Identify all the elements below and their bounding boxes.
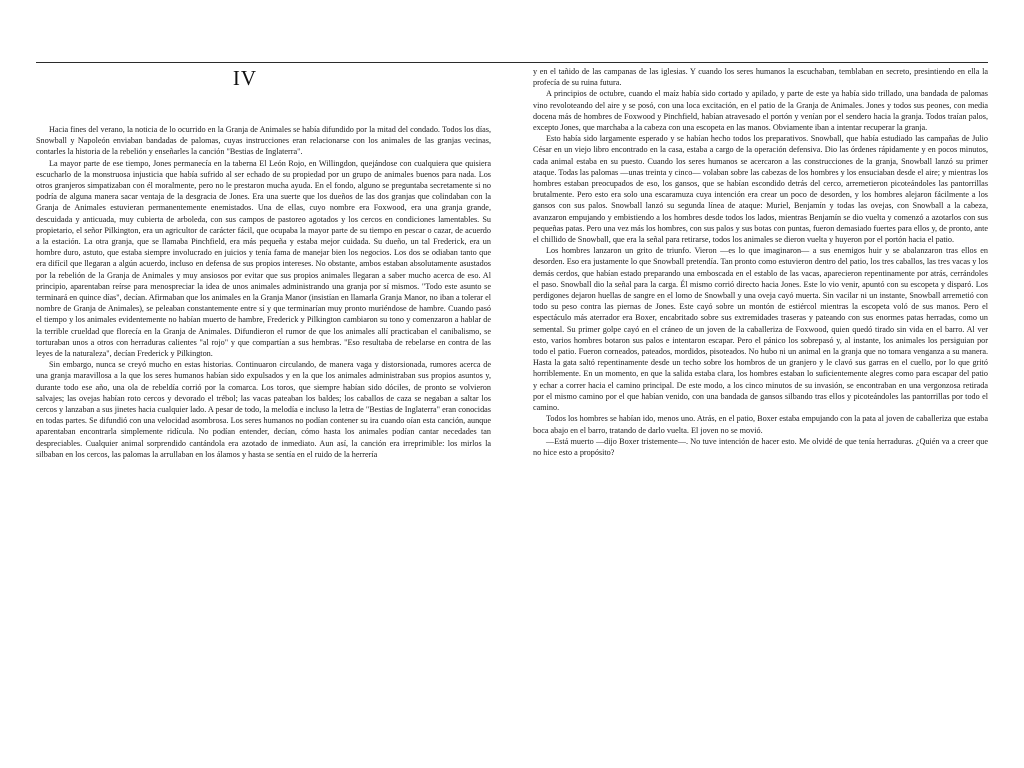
chapter-heading: IV: [232, 66, 258, 90]
paragraph: A principios de octubre, cuando el maíz había sido cortado y apilado, y parte de este ya había sido trillado, una bandada de palomas vino revoloteando del aire y se posó, con una loca excitación, en el patio de la Granja de Animales. Jones y todos sus peones, con media docena más de hombres de Foxwood y Pinchfield, habían atravesado el portón y venían por el sendero hacia la granja. Todos traían palos, excepto Jones, que marchaba a la cabeza con una escopeta en las manos. Obviamente iban a intentar recuperar la granja.: [533, 89, 988, 133]
paragraph: Los hombres lanzaron un grito de triunfo. Vieron —es lo que imaginaron— a sus enemigos huir y se abalanzaron tras ellos en desorden. Eso era justamente lo que Snowball pretendía. Tan pronto como estuvieron dentro del patio, los tres caballos, las tres vacas y los demás cerdos, que habían estado preparando una emboscada en el establo de las vacas, aparecieron repentinamente por atrás, cerrándoles el paso. Snowball dio la señal para la carga. Él mismo corrió directo hacia Jones. Este lo vio venir, apuntó con su escopeta y disparó. Los perdigones dejaron huellas de sangre en el lomo de Snowball y una oveja cayó muerta. Sin vacilar ni un instante, Snowball arremetió con todo su peso contra las piernas de Jones. Este cayó sobre un montón de estiércol mientras la escopeta voló de sus manos. Pero el espectáculo más aterrador era Boxer, encabritado sobre sus extremidades traseras y pateando con sus enormes patas herradas, como un semental. Su primer golpe cayó en el cráneo de un joven de la caballeriza de Foxwood, quien quedó tirado sin vida en el barro. Al ver esto, varios hombres botaron sus palos e intentaron escapar. Pero el pánico los sobrepasó y, al instante, los animales los persiguian por todo el patio. Fueron corneados, pateados, mordidos, pisoteados. No hubo ni un animal en la granja que no tomara venganza a su manera. Hasta la gata saltó repentinamente desde un techo sobre los hombros de un granjero y le clavó sus garras en el cuello, por lo que gritó horriblemente. En un momento, en que la salida estaba clara, los hombres estaban lo suficientemente alegres como para escapar del patio y echar a correr hacia el camino principal. De este modo, a los cinco minutos de su invasión, se encontraban en una vergonzosa retirada por el mismo camino por el que habían venido, con una bandada de gansos silbando tras ellos y picoteándoles las pantorrillas por todo el camino.: [533, 246, 988, 413]
paragraph: Esto había sido largamente esperado y se habían hecho todos los preparativos. Snowball, que había estudiado las campañas de Julio César en un viejo libro encontrado en la casa, estaba a cargo de la operación defensiva. Dio las órdenes rápidamente y en pocos minutos, cada animal estaba en su puesto. Cuando los seres humanos se acercaron a las construcciones de la granja, Snowball lanzó su primer ataque. Todas las palomas —unas treinta y cinco— volaban sobre las cabezas de los hombres y los ensuciaban desde el aire; y mientras los hombres estaban preocupados de eso, los gansos, que se habían escondido detrás del cerco, arremetieron picoteándoles las pantorrillas brutalmente. Pero esto era solo una escaramuza cuya intención era crear un poco de desorden, y los hombres alejaron fácilmente a los gansos con sus palos. Snowball lanzó su segunda línea de ataque: Muriel, Benjamín y todas las ovejas, con Snowball a la cabeza, avanzaron empujando y embistiendo a los hombres desde todos los lados, mientras Benjamín se dio vuelta y comenzó a azotarlos con sus pequeñas patas. Pero una vez más los hombres, con sus palos y sus botas con puntas, fueron demasiado fuertes para ellos y, de pronto, ante el chillido de Snowball, que era la señal para retirarse, todos los animales se dieron vuelta y huyeron por el portón hacia el patio.: [533, 134, 988, 245]
paragraph: Sin embargo, nunca se creyó mucho en estas historias. Continuaron circulando, de manera vaga y distorsionada, rumores acerca de una granja maravillosa a la que los seres humanos habían sido expulsados y en la que los animales administraban sus propios asuntos y, durante todo ese año, una ola de rebeldía corrió por la comarca. Los toros, que siempre habían sido dóciles, de pronto se volvieron salvajes; las ovejas habían roto cercos y devorado el trébol; las vacas pateaban los baldes; los caballos de caza se negaban a saltar los cercos y lanzaban a sus jinetes hacia cualquier lado. A pesar de todo, la melodía e incluso la letra de "Bestias de Inglaterra" eran conocidas en todas partes. Se difundió con una velocidad asombrosa. Los seres humanos no podían contener su ira cuando oían esta canción, aunque aparentaban encontrarla simplemente ridícula. No podían entender, decían, cómo hasta los animales podían cantar necedades tan despreciables. Cualquier animal sorprendido cantándola era azotado de inmediato. Aun así, la canción era irreprimible: los mirlos la silbaban en los cercos, las palomas la arrullaban en los álamos y hasta se sentía en el ruido de la herrería: [36, 360, 491, 459]
paragraph: Hacia fines del verano, la noticia de lo ocurrido en la Granja de Animales se había difundido por la mitad del condado. Todos los días, Snowball y Napoleón enviaban bandadas de palomas, cuyas instrucciones eran relacionarse con los animales de las granjas vecinas, contarles la historia de la rebelión y enseñarles la canción "Bestias de Inglaterra".: [36, 125, 491, 157]
left-column: [36, 66, 491, 726]
header-rule: [36, 62, 988, 63]
dialogue-paragraph: —Está muerto —dijo Boxer tristemente—. No tuve intención de hacer esto. Me olvidé de que tenía herraduras. ¿Quién va a creer que no hice esto a propósito?: [533, 436, 988, 457]
paragraph: y en el tañido de las campanas de las iglesias. Y cuando los seres humanos la escuchaban, temblaban en secreto, presintiendo en ella la profecía de su ruina futura.: [533, 67, 988, 88]
two-column-body: [36, 66, 988, 726]
right-column: [533, 66, 988, 726]
paragraph: La mayor parte de ese tiempo, Jones permanecía en la taberna El León Rojo, en Willingdon, quejándose con cualquiera que quisiera escucharlo de la monstruosa injusticia que había sufrido al ser echado de su propiedad por un grupo de animales buenos para nada. Los otros granjeros simpatizaban con él moralmente, pero no le prestaron mucha ayuda. En el fondo, alguno se preguntaba secretamente si no podría de alguna manera sacar ventaja de la desgracia de Jones. Era una suerte que los dueños de las dos granjas que colindaban con la Granja de Animales estuvieran permanentemente enemistados. Una de ellas, cuyo nombre era Foxwood, era una granja grande, descuidada y anticuada, muy cubierta de arboleda, con sus campos de pastoreo agotados y los cercos en condiciones lamentables. Su propietario, el señor Pilkington, era un agricultor de carácter fácil, que ocupaba la mayor parte de su tiempo en pescar o cazar, de acuerdo a la estación. La otra granja, que se llamaba Pinchfield, era más pequeña y estaba mejor cuidada. Su dueño, un tal Frederick, era un hombre duro, astuto, que estaba siempre involucrado en juicios y tenía fama de manejar bien los negocios. Los dos se odiaban tanto que era difícil que llegaran a algún acuerdo, incluso en defensa de sus propios intereses. No obstante, ambos estaban absolutamente asustados por la rebelión de la Granja de Animales y muy ansiosos por evitar que sus propios animales llegaran a saber mucho acerca de eso. Al principio, aparentaban reírse para menospreciar la idea de unos animales administrando una granja por sí mismos. "Todo este asunto se terminará en quince días", decían. Afirmaban que los animales en la Granja Manor (insistían en llamarla Granja Manor, no iban a tolerar el nombre de Granja de Animales), se peleaban constantemente entre sí y que terminarían muy pronto muriéndose de hambre. Cuando pasó el tiempo y los animales evidentemente no habían muerto de hambre, Frederick y Pilkington cambiaron su tono y comenzaron a hablar de la terrible crueldad que florecía en la Granja de Animales. Difundieron el rumor de que los animales allí practicaban el canibalismo, se torturaban unos a otros con herraduras calientes "al rojo" y que compartían a sus hembras. "Eso resultaba de rebelarse en contra de las leyes de la naturaleza", decían Frederick y Pilkington.: [36, 158, 491, 359]
paragraph: Todos los hombres se habían ido, menos uno. Atrás, en el patio, Boxer estaba empujando con la pata al joven de caballeriza que estaba boca abajo en el barro, tratando de darlo vuelta. El joven no se movió.: [533, 414, 988, 435]
